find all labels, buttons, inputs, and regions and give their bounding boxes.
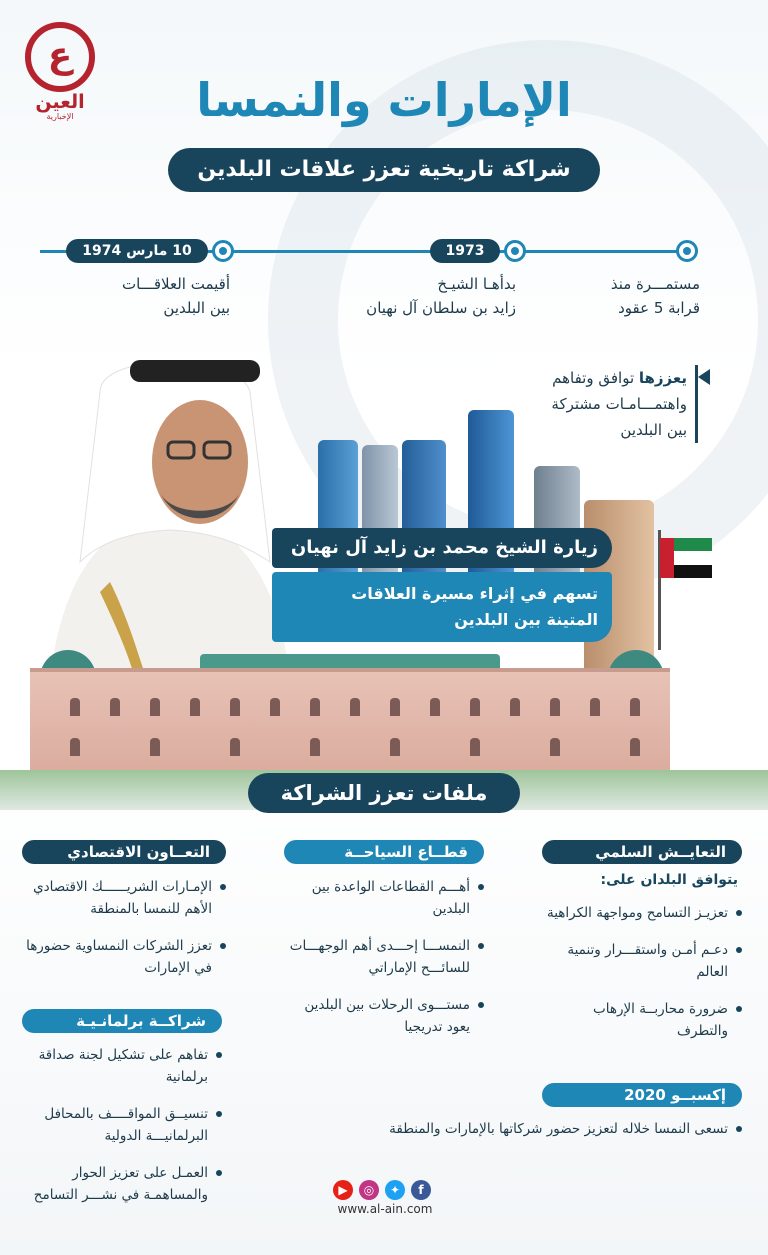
social-icons [333, 1180, 437, 1202]
list-item: تسعى النمسا خلاله لتعزيز حضور شركاتها بالإمارات والمنطقة [284, 1118, 742, 1140]
list-item: ضرورة محاربــة الإرهاب والتطرف [542, 998, 742, 1042]
expo-heading: إكسبــو 2020 [542, 1083, 742, 1107]
timeline-text-1: مستمـــرة منذ قرابة 5 عقود [610, 275, 700, 317]
list-item: تعزز الشركات النمساوية حضورها في الإمارات [22, 935, 226, 979]
logo-name: العين [35, 91, 85, 113]
timeline-text-2: بدأهـا الشيـخ زايد بن سلطان آل نهيان [366, 275, 516, 317]
uae-flag-icon [660, 538, 712, 578]
expo-list [284, 1118, 742, 1155]
timeline-dot-2 [504, 240, 526, 262]
economic-heading: التعــاون الاقتصادي [22, 840, 226, 864]
list-item: مستـــوى الرحلات بين البلدين يعود تدريجيا [284, 994, 484, 1038]
list-item: الإمـارات الشريــــــك الاقتصادي الأهم للنمسا بالمنطقة [22, 876, 226, 920]
timeline-dot-3 [212, 240, 234, 262]
timeline-text-3: أقيمت العلاقـــات بين البلدين [121, 275, 230, 317]
timeline-tag-1974: 10 مارس 1974 [66, 239, 208, 263]
economic-list [22, 876, 226, 994]
timeline-tag-1973: 1973 [430, 239, 500, 263]
parliament-list [22, 1044, 222, 1221]
youtube-icon[interactable]: ▶ [333, 1180, 353, 1200]
logo-mark: ع [25, 22, 95, 92]
website-link[interactable]: www.al-ain.com [337, 1202, 433, 1216]
tourism-heading: قطــاع السياحــة [284, 840, 484, 864]
list-item: تعزيـز التسامح ومواجهة الكراهية [542, 902, 742, 924]
pointer-arrow-icon [698, 369, 710, 385]
palace-illustration [30, 628, 670, 778]
strengthen-note: يعززها توافق وتفاهم واهتمـــامـات مشتركة بين البلدين [498, 365, 698, 443]
timeline-dot-1 [676, 240, 698, 262]
list-item: تفاهم على تشكيل لجنة صداقة برلمانية [22, 1044, 222, 1088]
page-subtitle: شراكة تاريخية تعزز علاقات البلدين [168, 148, 600, 192]
coexistence-heading: التعايــش السلمي [542, 840, 742, 864]
twitter-icon[interactable]: ✦ [385, 1180, 405, 1200]
brand-logo[interactable] [22, 22, 98, 122]
parliament-heading: شراكــة برلمانـيـة [22, 1009, 222, 1033]
facebook-icon[interactable]: f [411, 1180, 431, 1200]
coexistence-intro: يتوافق البلدان على: [600, 872, 738, 888]
list-item: العمـل على تعزيز الحوار والمساهمـة في نشـــر التسامح [22, 1162, 222, 1206]
files-heading: ملفات تعزز الشراكة [248, 773, 520, 813]
list-item: أهـــم القطاعات الواعدة بين البلدين [284, 876, 484, 920]
instagram-icon[interactable]: ◎ [359, 1180, 379, 1200]
page-title: الإمارات والنمسا [196, 73, 572, 127]
visit-description: تسهم في إثراء مسيرة العلاقات المتينة بين البلدين [272, 572, 612, 642]
visit-title: زيارة الشيخ محمد بن زايد آل نهيان [272, 528, 612, 568]
list-item: تنسيــق المواقــــف بالمحافل البرلمانيـــة الدولية [22, 1103, 222, 1147]
logo-subtitle: الإخبارية [46, 112, 74, 121]
coexistence-list [542, 902, 742, 1057]
tourism-list [284, 876, 484, 1053]
list-item: دعـم أمـن واستقـــرار وتنمية العالم [542, 939, 742, 983]
list-item: النمســـا إحـــدى أهم الوجهـــات للسائـــح الإماراتي [284, 935, 484, 979]
